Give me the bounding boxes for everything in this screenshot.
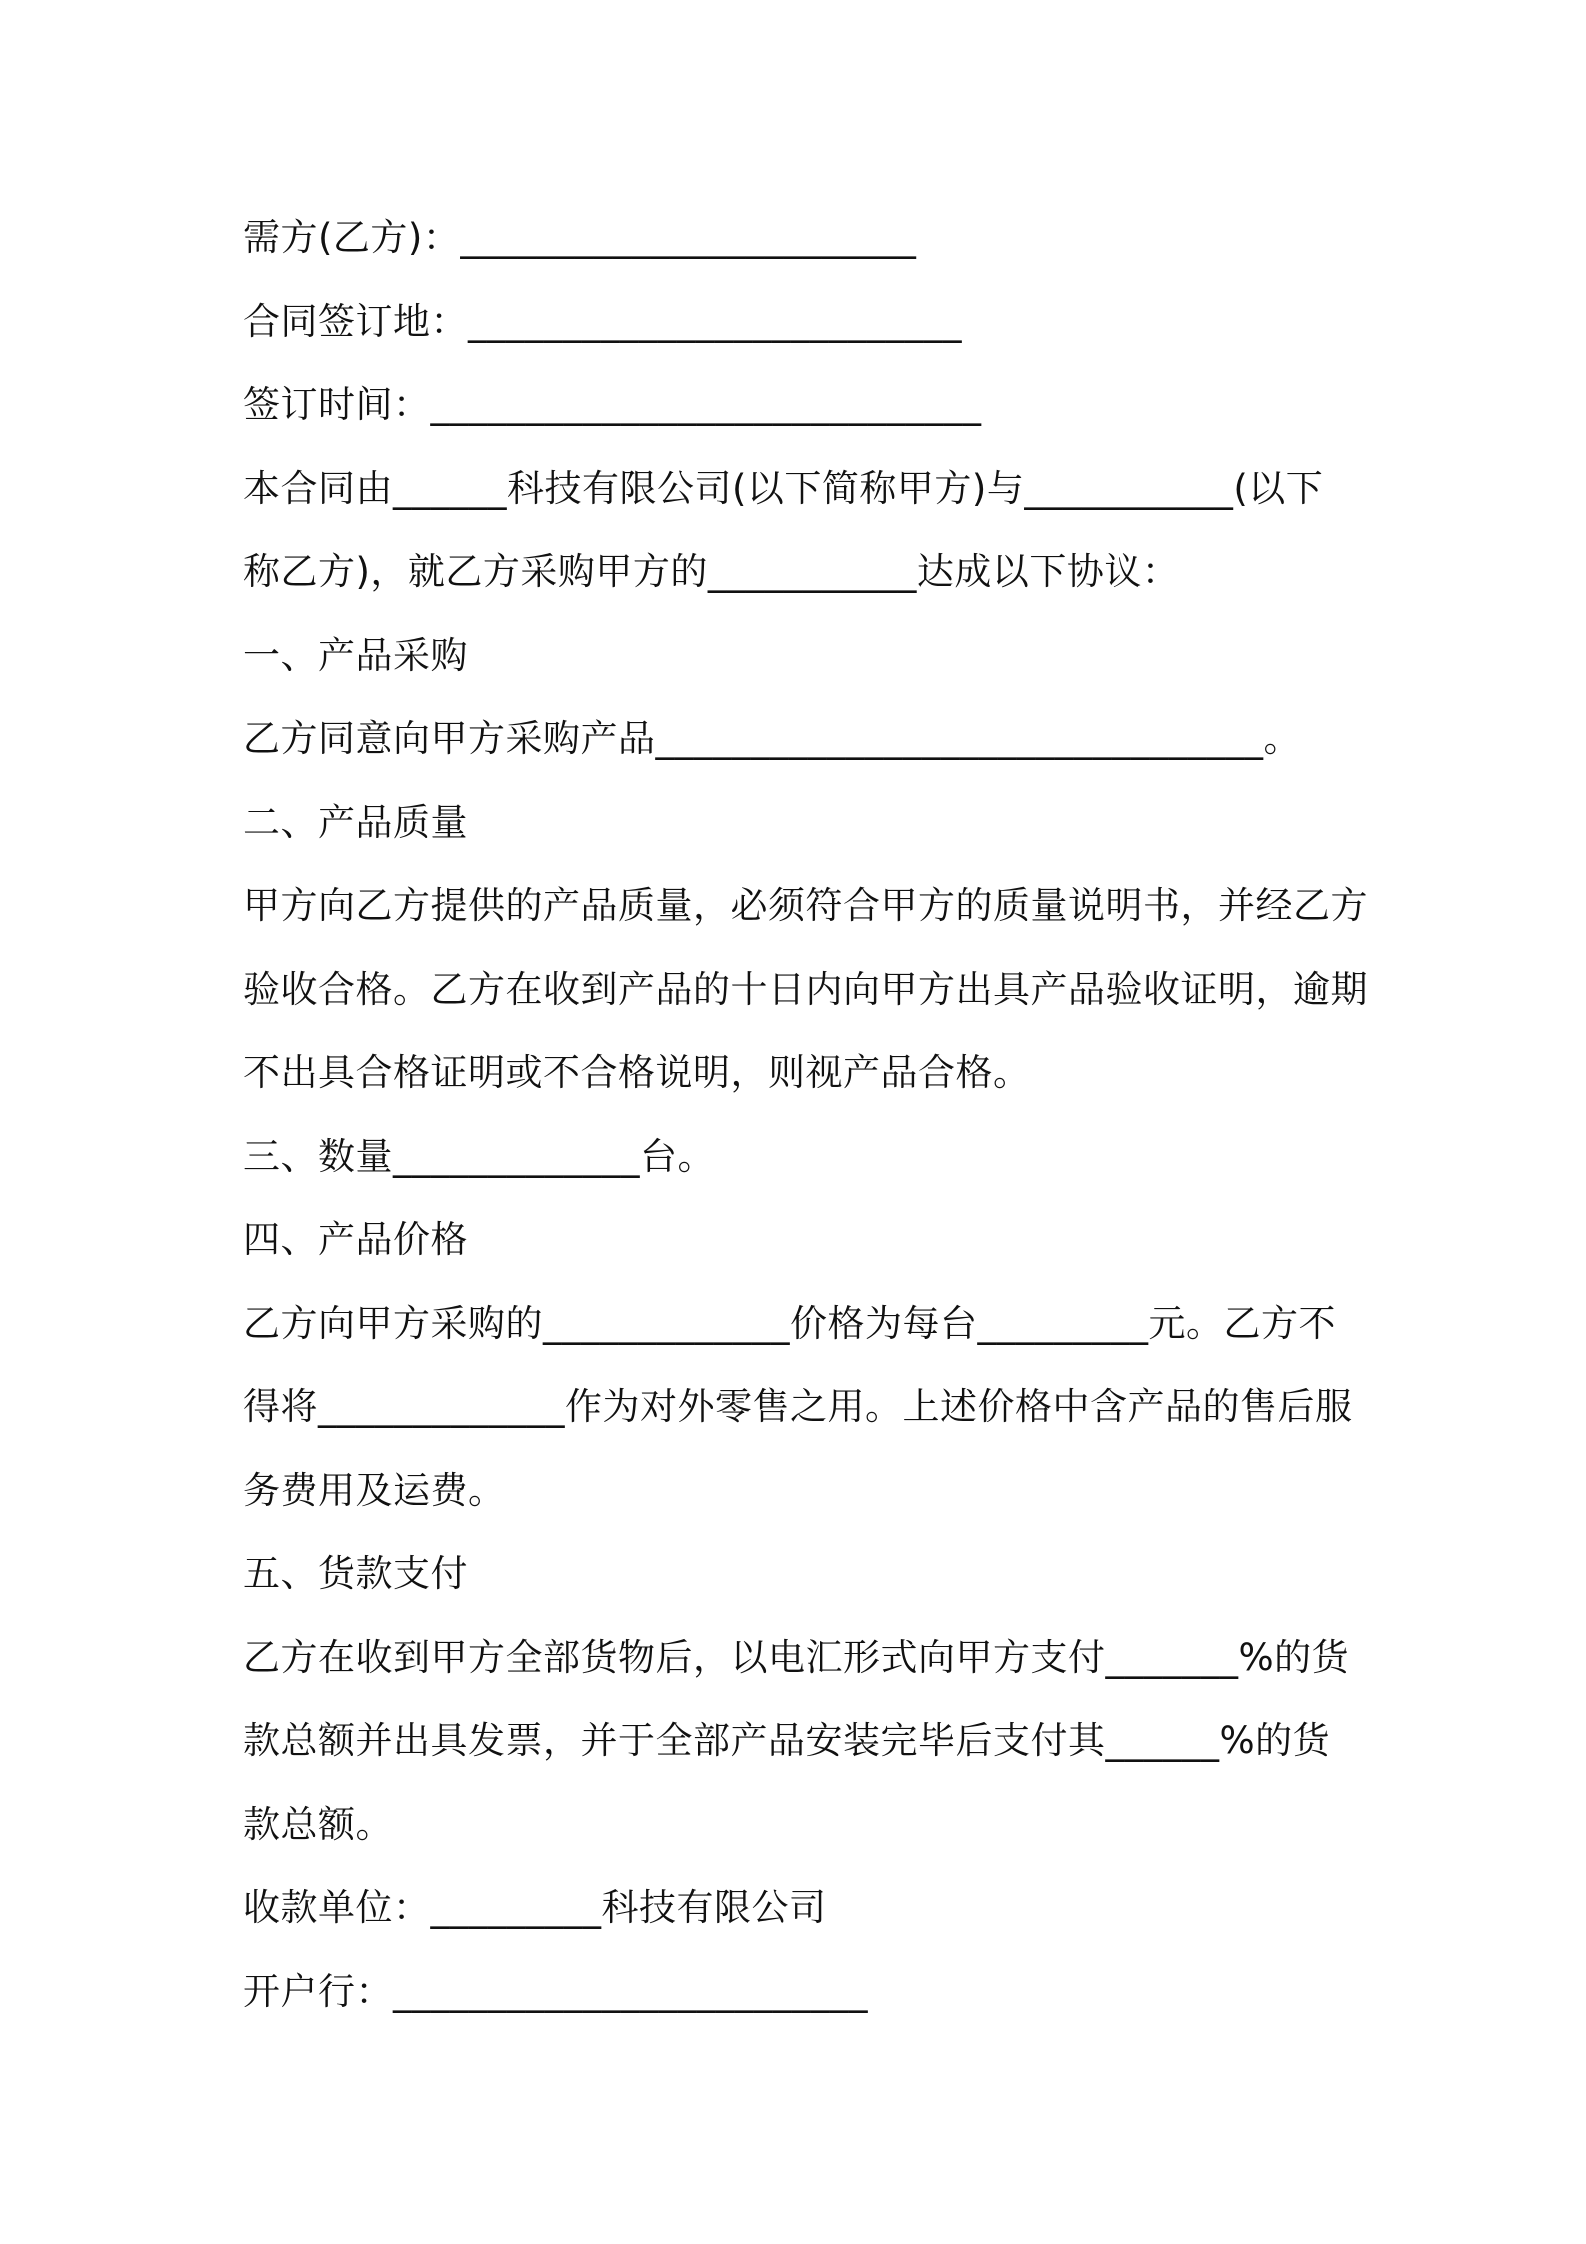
payee-line: 收款单位：_________科技有限公司 xyxy=(243,1886,827,1929)
signing-place-line: 合同签订地：__________________________ xyxy=(243,299,962,343)
quality-clause-line-1: 甲方向乙方提供的产品质量，必须符合甲方的质量说明书，并经乙方 xyxy=(243,884,1368,927)
purchase-clause-line: 乙方同意向甲方采购产品________________________________。 xyxy=(243,717,1301,760)
price-clause-line-2: 得将_____________作为对外零售之用。上述价格中含产品的售后服 xyxy=(243,1385,1353,1428)
intro-paragraph-line-1: 本合同由______科技有限公司(以下简称甲方)与___________(以下 xyxy=(243,466,1324,510)
section-heading-quantity: 三、数量_____________台。 xyxy=(243,1134,715,1178)
price-clause-line-1: 乙方向甲方采购的_____________价格为每台_________元。乙方不 xyxy=(243,1301,1336,1345)
payment-clause-line-2: 款总额并出具发票，并于全部产品安装完毕后支付其______%的货 xyxy=(243,1719,1331,1762)
quality-clause-line-3: 不出具合格证明或不合格说明，则视产品合格。 xyxy=(243,1051,1031,1094)
signing-time-line: 签订时间：_____________________________ xyxy=(243,383,982,426)
quality-clause-line-2: 验收合格。乙方在收到产品的十日内向甲方出具产品验收证明，逾期 xyxy=(243,967,1368,1011)
contract-body xyxy=(243,196,1368,2033)
payment-clause-line-3: 款总额。 xyxy=(243,1802,393,1846)
section-heading-price: 四、产品价格 xyxy=(243,1218,468,1261)
intro-paragraph-line-2: 称乙方)，就乙方采购甲方的___________达成以下协议： xyxy=(243,550,1180,593)
payment-clause-line-1: 乙方在收到甲方全部货物后，以电汇形式向甲方支付_______%的货 xyxy=(243,1635,1350,1679)
buyer-field-line: 需方(乙方)：________________________ xyxy=(243,216,917,259)
section-heading-payment: 五、货款支付 xyxy=(243,1552,468,1595)
section-heading-purchase: 一、产品采购 xyxy=(243,633,468,677)
bank-line: 开户行：_________________________ xyxy=(243,1969,868,2013)
price-clause-line-3: 务费用及运费。 xyxy=(243,1468,506,1512)
section-heading-quality: 二、产品质量 xyxy=(243,800,468,844)
